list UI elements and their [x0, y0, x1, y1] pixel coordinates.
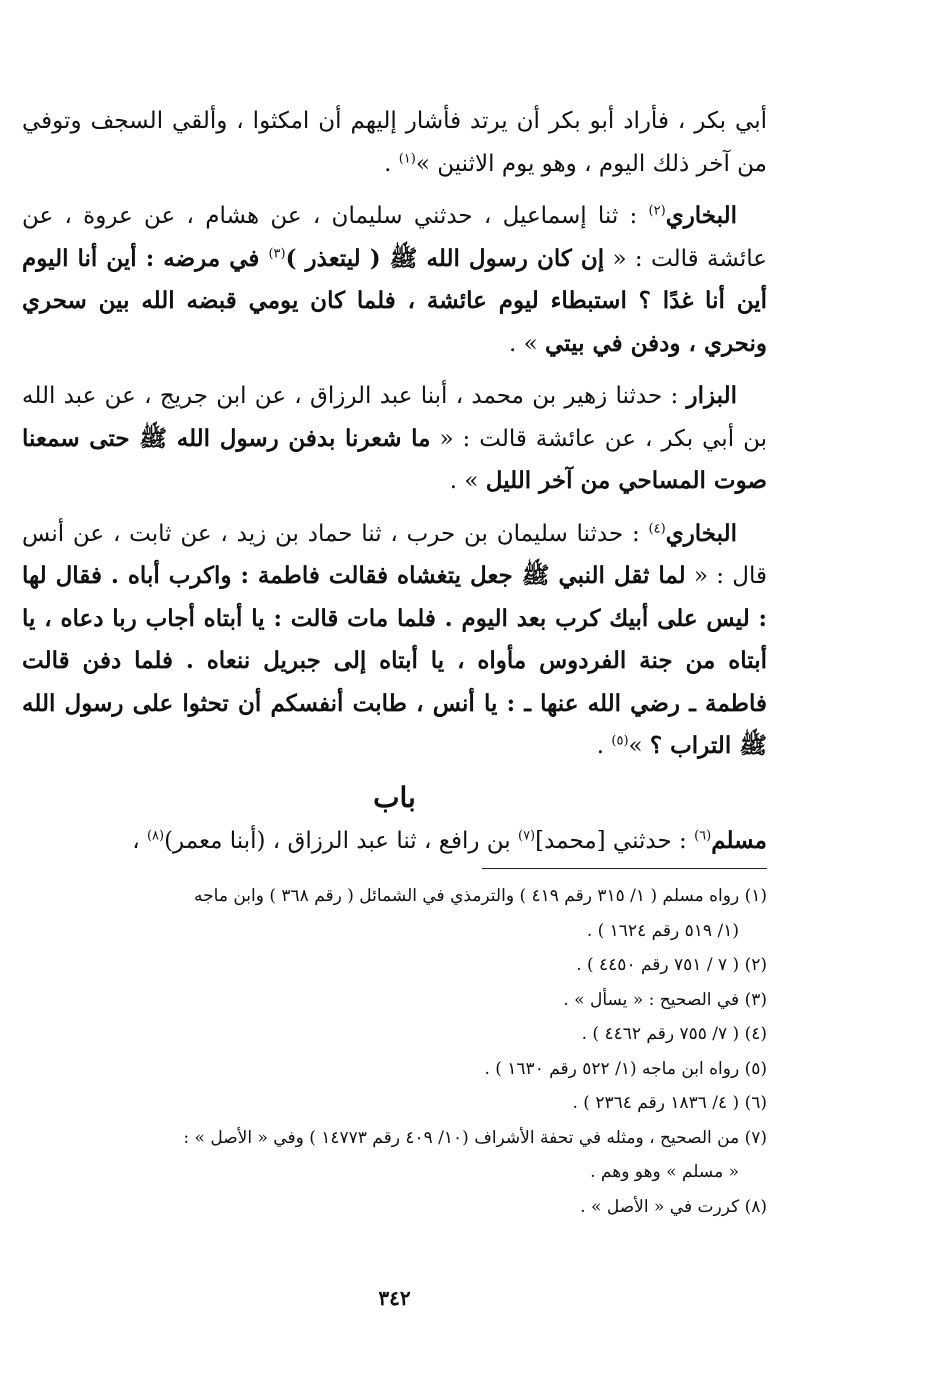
paragraph-4-matn: لما ثقل النبي ﷺ جعل يتغشاه فقالت فاطمة : واكرب أباه . فقال لها : ليس على أبيك كرب بعد اليوم . فلما مات قالت : يا أبتاه أجاب ربا دعاه ، يا أبتاه من جنة الفردوس مأواه ، يا أبتاه إلى جبريل ننعاه . فلما دفن قالت فاطمة ـ رضي الله عنها ـ : يا أنس ، طابت أنفسكم أن تحثوا على رسول الله ﷺ التراب ؟ [22, 562, 767, 759]
paragraph-3 [22, 375, 767, 503]
paragraph-3-source: البزار [686, 382, 737, 409]
paragraph-2-tail: » . [509, 330, 546, 357]
footnote-6 [22, 1086, 767, 1121]
footnote-1-line1: (١) رواه مسلم ( ١/ ٣١٥ رقم ٤١٩ ) والترمذي في الشمائل ( رقم ٣٦٨ ) وابن ماجه [194, 886, 767, 906]
paragraph-5-tail: ، [132, 827, 147, 854]
footnote-8 [22, 1190, 767, 1225]
section-heading: باب [373, 780, 416, 814]
footnote-8-line1: (٨) كررت في « الأصل » . [580, 1196, 767, 1217]
paragraph-5-isnad-a: : حدثني [محمد] [535, 827, 695, 854]
footnote-1-line2: (١/ ٥١٩ رقم ١٦٢٤ ) . [586, 920, 739, 941]
paragraph-2-matn-b: في مرضه : أين أنا اليوم أين أنا غدًا ؟ استبطاء ليوم عائشة ، فلما كان يومي قبضه الله بين سحري ونحري ، ودفن في بيتي [22, 244, 767, 357]
page-number: ٣٤٢ [378, 1286, 411, 1310]
footnote-4-line1: (٤) ( ٧/ ٧٥٥ رقم ٤٤٦٢ ) . [581, 1024, 767, 1044]
paragraph-4-source: البخاري [665, 519, 737, 547]
footnote-3-line1: (٣) في الصحيح : « يسأل » . [563, 989, 767, 1010]
footnote-ref-3: (٣) [268, 245, 286, 261]
paragraph-2-matn-a: إن كان رسول الله ﷺ ( ليتعذر ) [285, 244, 605, 272]
paragraph-4-tail: » [628, 733, 650, 759]
paragraph-5 [22, 820, 767, 863]
paragraph-4-end: . [596, 733, 612, 759]
paragraph-3-isnad: : حدثنا زهير بن محمد ، أبنا عبد الرزاق ، عن ابن جريج ، عن عبد الله بن أبي بكر ، عن عائشة قالت : « [22, 383, 767, 452]
paragraph-2-isnad: : ثنا إسماعيل ، حدثني سليمان ، عن هشام ، عن عروة ، عن عائشة قالت : « [22, 203, 767, 272]
paragraph-4-isnad: : حدثنا سليمان بن حرب ، ثنا حماد بن زيد ، عن ثابت ، عن أنس قال : « [22, 520, 767, 589]
footnote-ref-2: (٢) [648, 203, 666, 219]
footnote-ref-4: (٤) [648, 520, 666, 536]
footnote-4 [22, 1017, 767, 1052]
paragraph-1-tail: . [384, 150, 399, 177]
paragraph-3-tail: » . [449, 468, 486, 494]
footnotes-list [22, 879, 767, 1224]
paragraph-2-source: البخاري [665, 202, 737, 229]
footnote-7-line2: « مسلم » وهو وهم . [590, 1162, 739, 1182]
paragraph-1-text: أبي بكر ، فأراد أبو بكر أن يرتد فأشار إليهم أن امكثوا ، وألقي السجف وتوفي من آخر ذلك اليوم ، وهو يوم الاثنين » [22, 108, 767, 177]
paragraph-5-source: مسلم [711, 826, 767, 854]
footnote-ref-1: (١) [398, 150, 416, 166]
footnote-2-line1: (٢) ( ٧ / ٧٥١ رقم ٤٤٥٠ ) . [576, 955, 767, 975]
footnote-ref-5: (٥) [611, 733, 629, 749]
footnote-5 [22, 1052, 767, 1087]
paragraph-2 [22, 195, 767, 365]
paragraph-5-isnad-b: بن رافع ، ثنا عبد الرزاق ، (أبنا معمر) [164, 827, 518, 854]
footnote-ref-7: (٧) [517, 827, 536, 843]
paragraph-1 [22, 100, 767, 185]
footnote-ref-6: (٦) [694, 827, 712, 843]
footnote-divider [482, 868, 767, 869]
paragraph-4 [22, 513, 767, 768]
footnote-7 [22, 1121, 767, 1190]
footnote-ref-8: (٨) [146, 827, 165, 843]
footnote-5-line1: (٥) رواه ابن ماجه (١/ ٥٢٢ رقم ١٦٣٠ ) . [484, 1058, 767, 1079]
footnote-7-line1: (٧) من الصحيح ، ومثله في تحفة الأشراف (١٠/ ٤٠٩ رقم ١٤٧٧٣ ) وفي « الأصل » : [183, 1127, 767, 1148]
footnote-1 [22, 879, 767, 948]
paragraph-3-matn: ما شعرنا بدفن رسول الله ﷺ حتى سمعنا صوت المساحي من آخر الليل [22, 424, 767, 494]
page-body [22, 100, 767, 1224]
footnote-3 [22, 983, 767, 1018]
footnote-2 [22, 948, 767, 983]
footnote-6-line1: (٦) ( ٤/ ١٨٣٦ رقم ٢٣٦٤ ) . [572, 1093, 767, 1113]
